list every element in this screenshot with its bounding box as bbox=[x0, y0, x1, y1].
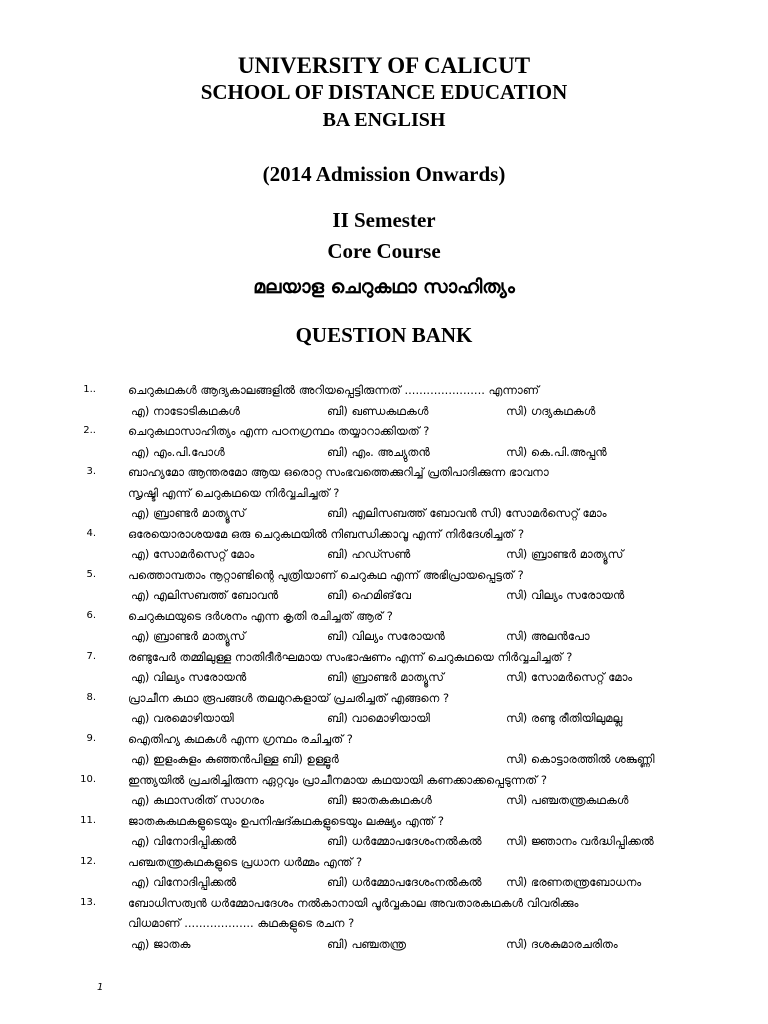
answer-option: എ) ബ്രാണ്ടർ മാത്യൂസ് bbox=[131, 629, 246, 643]
admission-year: (2014 Admission Onwards) bbox=[262, 162, 506, 186]
answer-option: സി) ബ്രാണ്ടർ മാത്യൂസ് bbox=[506, 547, 624, 561]
answer-option: എ) സോമർസെറ്റ് മോം bbox=[131, 547, 255, 561]
question-text-continued: വിധമാണ് ................... കഥകളുടെ രചന ? bbox=[128, 916, 355, 930]
page-number: 1 bbox=[97, 982, 104, 993]
answer-option: സി) കെ.പി.അപ്പൻ bbox=[506, 444, 607, 459]
answer-option: എ) എം.പി.പോൾ bbox=[131, 444, 225, 459]
question-text: ഐതിഹ്യ കഥകൾ എന്ന ഗ്രന്ഥം രചിച്ചത് ? bbox=[128, 731, 353, 746]
answer-options bbox=[104, 749, 704, 770]
answer-option: എ) വരമൊഴിയായി bbox=[131, 711, 234, 725]
question-text: ചെറുകഥകൾ ആദ്യകാലങ്ങളിൽ അറിയപ്പെട്ടിരുന്നത് ...................... എന്നാണ് bbox=[128, 383, 539, 397]
question-text: പ്രാചീന കഥാ രൂപങ്ങൾ തലമുറകളായ് പ്രചരിച്ചത് എങ്ങനെ ? bbox=[128, 690, 450, 705]
answer-option: എ) വിനോദിപ്പിക്കൽ bbox=[131, 875, 237, 889]
question-text: ബോധിസത്വൻ ധർമ്മോപദേശം നൽകാനായി പൂർവ്വകാല അവതാരകഥകൾ വിവരിക്കും bbox=[128, 895, 579, 910]
question-text: ബാഹ്യമോ ആന്തരമോ ആയ ഒരൊറ്റ സംഭവത്തെക്കുറിച്ച് പ്രതിപാദിക്കുന്ന ഭാവനാ bbox=[128, 465, 549, 479]
answer-option: ബി) വാമൊഴിയായി bbox=[327, 711, 430, 725]
answer-options bbox=[104, 831, 704, 852]
question-text: ഇന്ത്യയിൽ പ്രചരിച്ചിരുന്ന ഏറ്റവും പ്രാചീനമായ കഥയായി കണക്കാക്കപ്പെടുന്നത് ? bbox=[128, 772, 547, 787]
school-name: SCHOOL OF DISTANCE EDUCATION bbox=[200, 80, 568, 104]
answer-option: എ) ബ്രാണ്ടർ മാത്യൂസ് bbox=[131, 506, 246, 520]
answer-options bbox=[104, 544, 704, 565]
question-item: 4. ഒരേയൊരാശയമേ ഒരു ചെറുകഥയിൽ നിബന്ധിക്കാവൂ എന്ന് നിർദേശിച്ചത് ? എ) സോമർസെറ്റ് മോം ബി) ഹഡ്സൺ സി) ബ്രാണ്ടർ മാത്യൂസ് bbox=[104, 524, 704, 565]
question-item: 8. പ്രാചീന കഥാ രൂപങ്ങൾ തലമുറകളായ് പ്രചരിച്ചത് എങ്ങനെ ? എ) വരമൊഴിയായി ബി) വാമൊഴിയായി സി) രണ്ടു രീതിയിലുമല്ല bbox=[104, 688, 704, 729]
question-text: ചെറുകഥാസാഹിത്യം എന്ന പഠനഗ്രന്ഥം തയ്യാറാക്കിയത് ? bbox=[128, 424, 430, 438]
answer-option: ബി) എലിസബത്ത് ബോവൻ സി) സോമർസെറ്റ് മോം bbox=[327, 506, 607, 520]
answer-option: ബി) വില്യം സരോയൻ bbox=[327, 629, 445, 643]
question-item: 9. ഐതിഹ്യ കഥകൾ എന്ന ഗ്രന്ഥം രചിച്ചത് ? എ) ഇളംകുളം കുഞ്ഞൻപിള്ള ബി) ഉള്ളൂർ സി) കൊട്ടാരത്തിൽ ശങ്കുണ്ണി bbox=[104, 729, 704, 770]
answer-option: എ) കഥാസരിത് സാഗരം bbox=[131, 793, 264, 807]
question-item: 7. രണ്ടുപേർ തമ്മിലുള്ള നാതിദീർഘമായ സംഭാഷണം എന്ന് ചെറുകഥയെ നിർവ്വചിച്ചത് ? എ) വില്യം സരോയൻ ബി) ബ്രാണ്ടർ മാത്യൂസ് സി) സോമർസെറ്റ് മോം bbox=[104, 647, 704, 688]
answer-option: എ) ഇളംകുളം കുഞ്ഞൻപിള്ള ബി) ഉള്ളൂർ bbox=[131, 752, 339, 766]
answer-options bbox=[104, 585, 704, 606]
document-header bbox=[0, 52, 768, 350]
answer-option: സി) ജ്ഞാനം വർദ്ധിപ്പിക്കൽ bbox=[506, 834, 654, 848]
answer-option: എ) ജാതക bbox=[131, 936, 191, 951]
answer-option: സി) പഞ്ചതന്ത്രകഥകൾ bbox=[506, 793, 629, 807]
semester: II Semester bbox=[332, 208, 436, 232]
question-text-continued: സൃഷ്ടി എന്ന് ചെറുകഥയെ നിർവ്വചിച്ചത് ? bbox=[128, 485, 340, 500]
question-item: 10. ഇന്ത്യയിൽ പ്രചരിച്ചിരുന്ന ഏറ്റവും പ്രാചീനമായ കഥയായി കണക്കാക്കപ്പെടുന്നത് ? എ) കഥാസരിത് സാഗരം ബി) ജാതകകഥകൾ സി) പഞ്ചതന്ത്രകഥകൾ bbox=[104, 770, 704, 811]
question-text: ഒരേയൊരാശയമേ ഒരു ചെറുകഥയിൽ നിബന്ധിക്കാവൂ എന്ന് നിർദേശിച്ചത് ? bbox=[128, 526, 525, 541]
programme-name: BA ENGLISH bbox=[322, 109, 446, 131]
answer-option: സി) രണ്ടു രീതിയിലുമല്ല bbox=[506, 711, 623, 725]
question-item: 3. ബാഹ്യമോ ആന്തരമോ ആയ ഒരൊറ്റ സംഭവത്തെക്കുറിച്ച് പ്രതിപാദിക്കുന്ന ഭാവനാ സൃഷ്ടി എന്ന് ചെറുകഥയെ നിർവ്വചിച്ചത് ? എ) ബ്രാണ്ടർ മാത്യൂസ് ബി) എലിസബത്ത് ബോവൻ സി) സോമർസെറ്റ് മോം bbox=[104, 462, 704, 524]
answer-option: സി) ഗദ്യകഥകൾ bbox=[506, 403, 596, 418]
answer-options bbox=[104, 872, 704, 893]
answer-option: എ) എലിസബത്ത് ബോവൻ bbox=[131, 588, 279, 602]
university-name: UNIVERSITY OF CALICUT bbox=[237, 53, 531, 78]
answer-option: ബി) ബ്രാണ്ടർ മാത്യൂസ് bbox=[327, 670, 444, 684]
answer-options bbox=[104, 503, 704, 524]
course-type: Core Course bbox=[327, 239, 441, 263]
answer-options bbox=[104, 934, 704, 955]
answer-option: സി) ഭരണതന്ത്രബോധനം bbox=[506, 875, 642, 889]
answer-options bbox=[104, 626, 704, 647]
answer-option: ബി) എം. അച്യുതൻ bbox=[327, 444, 430, 459]
question-text: രണ്ടുപേർ തമ്മിലുള്ള നാതിദീർഘമായ സംഭാഷണം എന്ന് ചെറുകഥയെ നിർവ്വചിച്ചത് ? bbox=[128, 649, 573, 664]
question-list bbox=[80, 380, 704, 954]
question-item: 2.. ചെറുകഥാസാഹിത്യം എന്ന പഠനഗ്രന്ഥം തയ്യാറാക്കിയത് ? എ) എം.പി.പോൾ ബി) എം. അച്യുതൻ സി) കെ.പി.അപ്പൻ bbox=[104, 421, 704, 462]
answer-option: ബി) ഹെമിങ്‌വേ bbox=[327, 588, 411, 602]
answer-options bbox=[104, 442, 704, 463]
answer-option: ബി) ജാതകകഥകൾ bbox=[327, 793, 432, 807]
question-item: 5. പത്തൊമ്പതാം നൂറ്റാണ്ടിന്റെ പുത്രിയാണ് ചെറുകഥ എന്ന് അഭിപ്രായപ്പെട്ടത് ? എ) എലിസബത്ത് ബോവൻ ബി) ഹെമിങ്‌വേ സി) വില്യം സരോയൻ bbox=[104, 565, 704, 606]
question-item: 12. പഞ്ചതന്ത്രകഥകളുടെ പ്രധാന ധർമ്മം എന്ത് ? എ) വിനോദിപ്പിക്കൽ ബി) ധർമ്മോപദേശംനൽകൽ സി) ഭരണതന്ത്രബോധനം bbox=[104, 852, 704, 893]
question-text: പത്തൊമ്പതാം നൂറ്റാണ്ടിന്റെ പുത്രിയാണ് ചെറുകഥ എന്ന് അഭിപ്രായപ്പെട്ടത് ? bbox=[128, 567, 524, 582]
answer-options bbox=[104, 401, 704, 422]
answer-option: സി) കൊട്ടാരത്തിൽ ശങ്കുണ്ണി bbox=[506, 752, 655, 766]
question-text: ജാതകകഥകളുടെയും ഉപനിഷദ്കഥകളുടെയും ലക്ഷ്യം എന്ത് ? bbox=[128, 813, 445, 828]
answer-option: എ) നാടോടികഥകൾ bbox=[131, 403, 240, 418]
answer-option: ബി) പഞ്ചതന്ത്ര bbox=[327, 936, 407, 951]
section-heading: QUESTION BANK bbox=[295, 323, 473, 347]
answer-option: എ) വില്യം സരോയൻ bbox=[131, 670, 247, 684]
answer-option: ബി) ഖണ്ഡകഥകൾ bbox=[327, 403, 429, 418]
question-item: 1.. ചെറുകഥകൾ ആദ്യകാലങ്ങളിൽ അറിയപ്പെട്ടിരുന്നത് ...................... എന്നാണ് എ) നാടോടികഥകൾ ബി) ഖണ്ഡകഥകൾ സി) ഗദ്യകഥകൾ bbox=[104, 380, 704, 421]
subject-title: മലയാള ചെറുകഥാ സാഹിത്യം bbox=[253, 276, 515, 298]
answer-options bbox=[104, 790, 704, 811]
question-item: 11. ജാതകകഥകളുടെയും ഉപനിഷദ്കഥകളുടെയും ലക്ഷ്യം എന്ത് ? എ) വിനോദിപ്പിക്കൽ ബി) ധർമ്മോപദേശംനൽകൽ സി) ജ്ഞാനം വർദ്ധിപ്പിക്കൽ bbox=[104, 811, 704, 852]
answer-option: ബി) ധർമ്മോപദേശംനൽകൽ bbox=[327, 875, 482, 889]
answer-option: ബി) ധർമ്മോപദേശംനൽകൽ bbox=[327, 834, 482, 848]
answer-options bbox=[104, 708, 704, 729]
answer-option: സി) സോമർസെറ്റ് മോം bbox=[506, 670, 633, 684]
answer-option: സി) വില്യം സരോയൻ bbox=[506, 588, 625, 602]
answer-option: സി) ദശകുമാരചരിതം bbox=[506, 936, 618, 951]
question-text: പഞ്ചതന്ത്രകഥകളുടെ പ്രധാന ധർമ്മം എന്ത് ? bbox=[128, 854, 363, 869]
question-text: ചെറുകഥയുടെ ദർശനം എന്ന കൃതി രചിച്ചത് ആര് ? bbox=[128, 608, 393, 623]
answer-option: സി) അലൻപോ bbox=[506, 629, 590, 643]
question-item: 6. ചെറുകഥയുടെ ദർശനം എന്ന കൃതി രചിച്ചത് ആര് ? എ) ബ്രാണ്ടർ മാത്യൂസ് ബി) വില്യം സരോയൻ സി) അലൻപോ bbox=[104, 606, 704, 647]
question-item: 13. ബോധിസത്വൻ ധർമ്മോപദേശം നൽകാനായി പൂർവ്വകാല അവതാരകഥകൾ വിവരിക്കും വിധമാണ് ................... കഥകളുടെ രചന ? എ) ജാതക ബി) പഞ്ചതന്ത്ര സി) ദശകുമാരചരിതം bbox=[104, 893, 704, 955]
answer-option: എ) വിനോദിപ്പിക്കൽ bbox=[131, 834, 237, 848]
answer-option: ബി) ഹഡ്സൺ bbox=[327, 547, 411, 561]
answer-options bbox=[104, 667, 704, 688]
